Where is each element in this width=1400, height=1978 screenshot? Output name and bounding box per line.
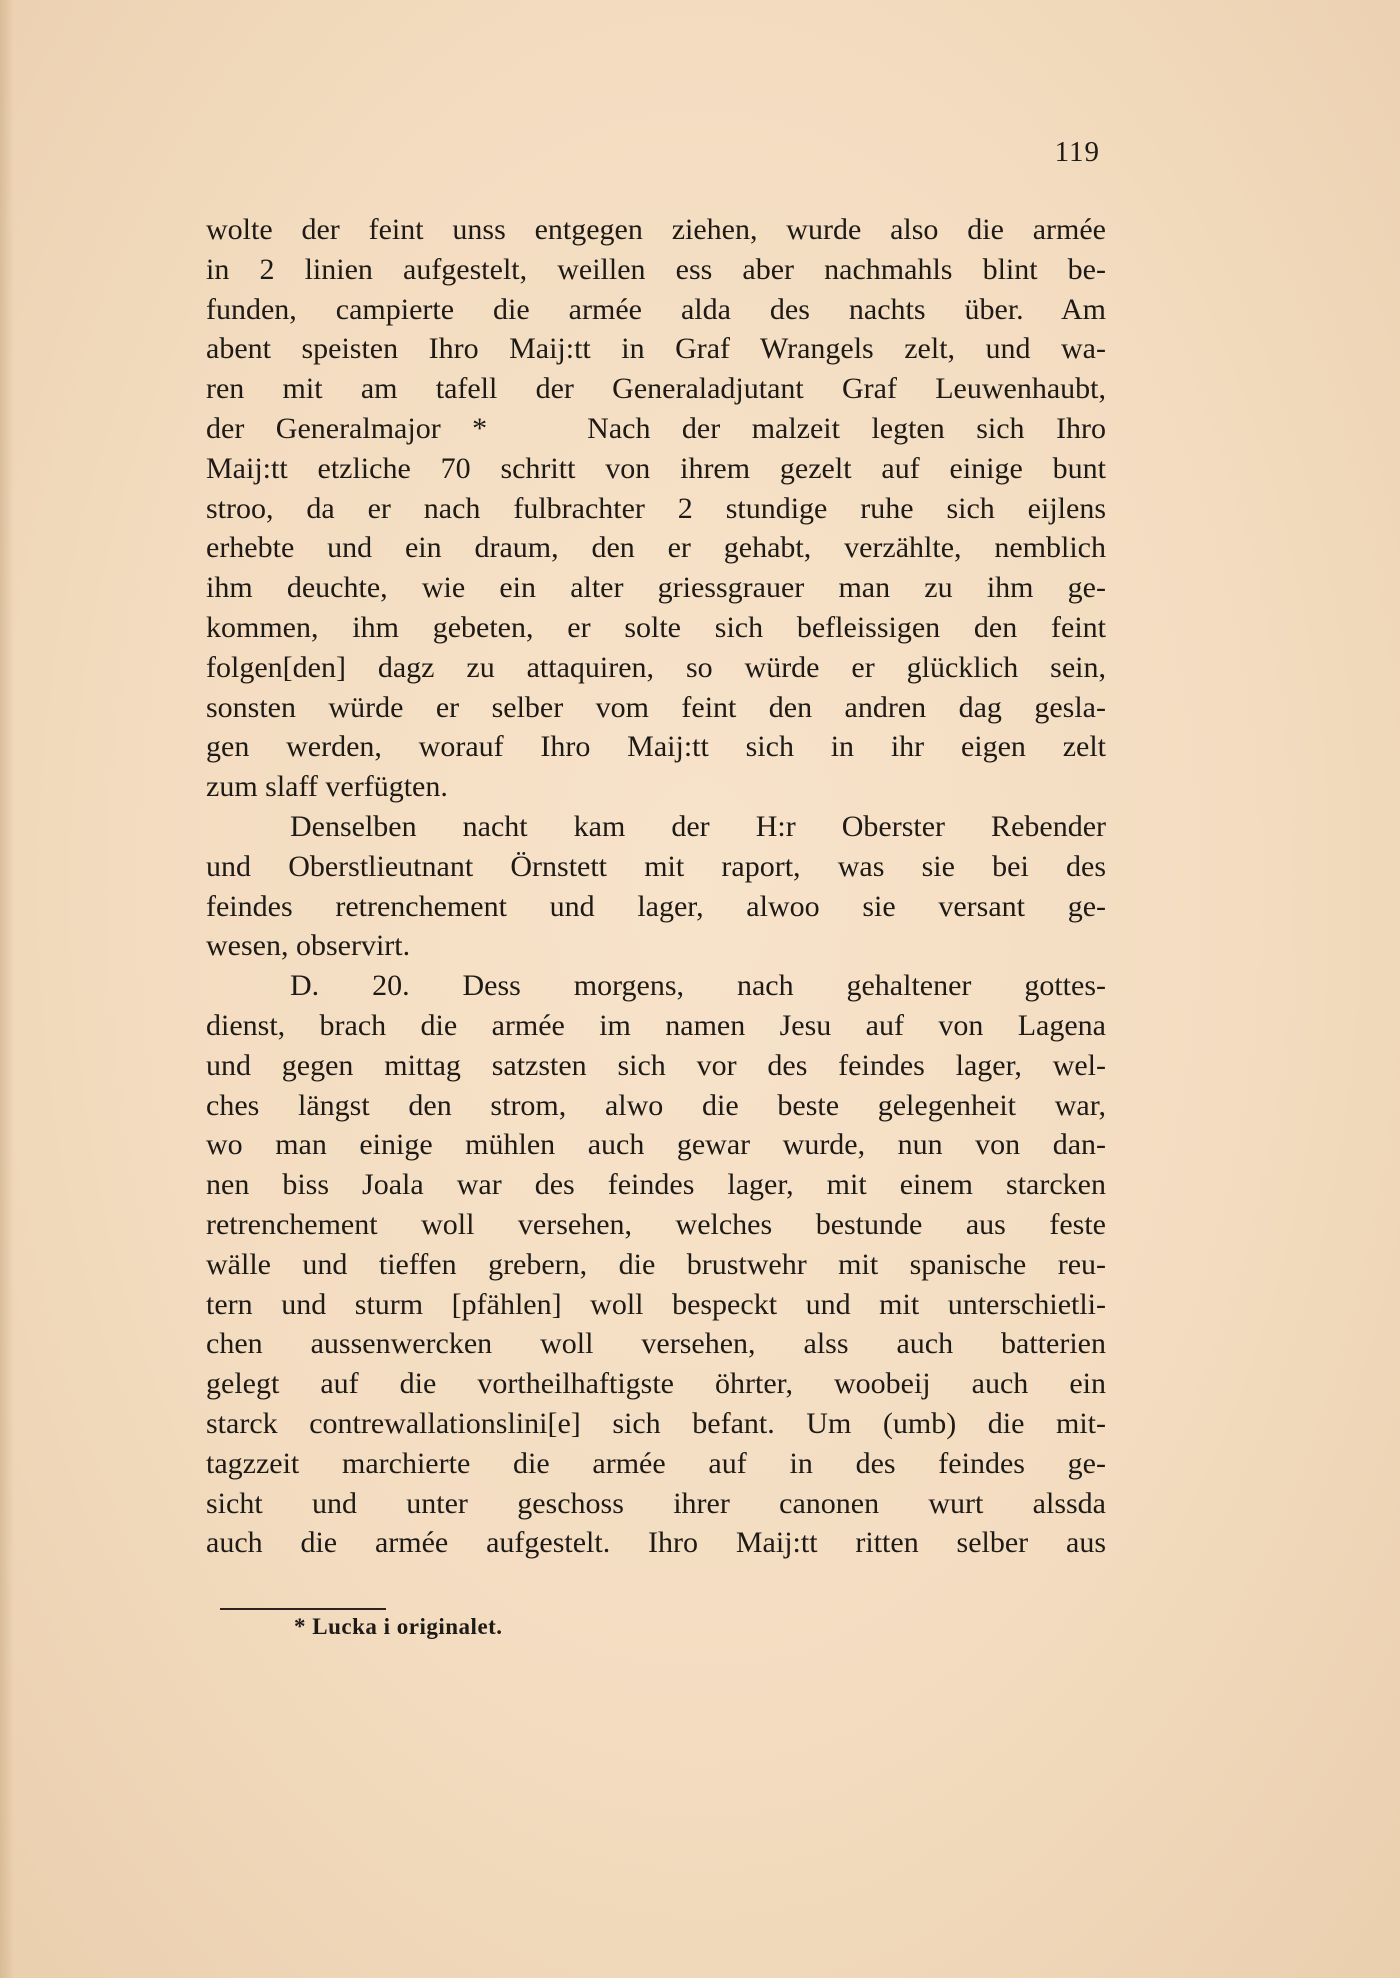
text-line: zum slaff verfügten. [206,770,448,804]
footnote-rule [220,1608,386,1610]
text-line: ihm deuchte, wie ein alter griessgrauer man zu ihm ge- [206,571,1106,605]
page-number: 119 [1054,136,1100,168]
text-line: Maij:tt etzliche 70 schritt von ihrem gezelt auf einige bunt [206,451,1106,485]
text-line: abent speisten Ihro Maij:tt in Graf Wrangels zelt, und wa- [206,332,1106,366]
text-line: auch die armée aufgestelt. Ihro Maij:tt ritten selber aus [206,1526,1106,1560]
text-line: sicht und unter geschoss ihrer canonen wurt alssda [206,1486,1106,1520]
text-line: stroo, da er nach fulbrachter 2 stundige ruhe sich eijlens [206,491,1106,525]
text-line: feindes retrenchement und lager, alwoo sie versant ge- [206,889,1106,923]
text-line: wälle und tieffen grebern, die brustwehr mit spanische reu- [206,1247,1106,1281]
page-edge-shadow [0,0,14,1978]
text-line: wolte der feint unss entgegen ziehen, wurde also die armée [206,213,1106,246]
text-line: gelegt auf die vortheilhaftigste öhrter, woobeij auch ein [206,1367,1106,1401]
text-line: nen biss Joala war des feindes lager, mit einem starcken [206,1168,1106,1202]
text-line: sonsten würde er selber vom feint den andren dag gesla- [206,690,1106,724]
text-line: starck contrewallationslini[e] sich befant. Um (umb) die mit- [206,1406,1106,1440]
text-line: funden, campierte die armée alda des nachts über. Am [206,292,1106,326]
text-line: chen aussenwercken woll versehen, alss auch batterien [206,1327,1106,1361]
text-line: und Oberstlieutnant Örnstett mit raport, was sie bei des [206,849,1106,883]
text-line: tagzzeit marchierte die armée auf in des feindes ge- [206,1446,1106,1480]
text-line: tern und sturm [pfählen] woll bespeckt und mit unterschietli- [206,1287,1106,1321]
text-line-continuation: Nach der malzeit legten sich Ihro [587,411,1106,445]
text-line: erhebte und ein draum, den er gehabt, verzählte, nemblich [206,531,1106,565]
text-line-with-footnote-mark [206,409,1106,449]
text-line: ren mit am tafell der Generaladjutant Graf Leuwenhaubt, [206,372,1106,406]
text-line: retrenchement woll versehen, welches bestunde aus feste [206,1207,1106,1241]
text-line: in 2 linien aufgestelt, weillen ess aber nachmahls blint be- [206,252,1106,286]
paragraph-start: D. 20. Dess morgens, nach gehaltener gottes- [290,969,1106,1003]
paragraph-start: Denselben nacht kam der H:r Oberster Rebender [290,809,1106,843]
text-line: dienst, brach die armée im namen Jesu auf von Lagena [206,1008,1106,1042]
text-line: und gegen mittag satzsten sich vor des feindes lager, wel- [206,1048,1106,1082]
text-line: wo man einige mühlen auch gewar wurde, nun von dan- [206,1128,1106,1162]
text-line: kommen, ihm gebeten, er solte sich befleissigen den feint [206,610,1106,644]
text-line: ches längst den strom, alwo die beste gelegenheit war, [206,1088,1106,1122]
footnote: * Lucka i originalet. [294,1614,503,1639]
text-line: gen werden, worauf Ihro Maij:tt sich in ihr eigen zelt [206,730,1106,764]
footnote-reference: der Generalmajor * [206,411,488,445]
text-line: wesen, observirt. [206,929,411,963]
body-text [206,210,1106,1563]
text-line: folgen[den] dagz zu attaquiren, so würde er glücklich sein, [206,650,1106,684]
